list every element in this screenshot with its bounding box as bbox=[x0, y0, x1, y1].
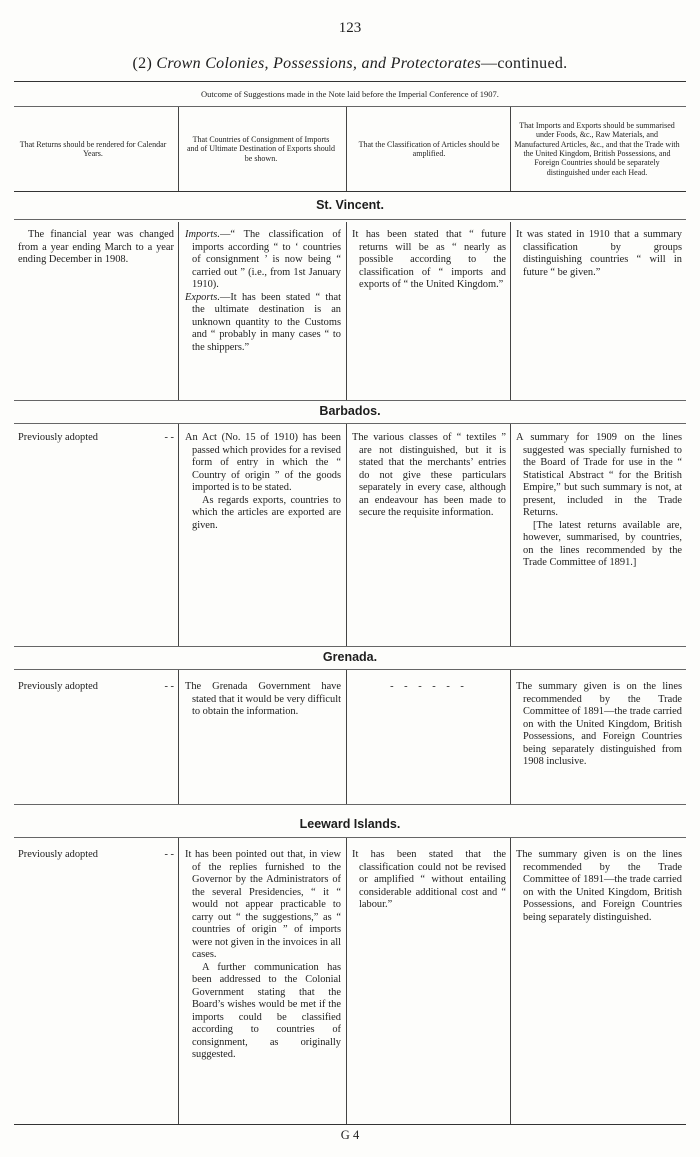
leader-line bbox=[18, 681, 174, 694]
divider bbox=[510, 838, 511, 1124]
divider bbox=[510, 670, 511, 804]
cell-text bbox=[185, 229, 341, 292]
rule-bottom bbox=[14, 1124, 686, 1125]
rule-section bbox=[14, 837, 686, 838]
cell-text: [The latest returns available are, however, summarised, by countries, on the lines recommended by the Trade Committee of 1891.] bbox=[523, 519, 682, 568]
barbados-classification bbox=[352, 432, 506, 520]
section-heading-barbados: Barbados. bbox=[319, 404, 381, 418]
cell-text: Previously adopted bbox=[18, 849, 98, 860]
column-header-2: That Countries of Consignment of Imports and of Ultimate Destination of Exports should be shown. bbox=[187, 134, 335, 163]
divider bbox=[346, 107, 347, 191]
cell-text: It has been stated that “ future returns will be as “ nearly as possible according to the classification of “ imports and exports of “ the United Kingdom.” bbox=[352, 229, 506, 290]
page-title bbox=[14, 55, 686, 73]
exports-label: Exports. bbox=[185, 291, 220, 303]
cell-text: The summary given is on the lines recommended by the Trade Committee of 1891—the trade carried on with the United Kingdom, British Possessions, and Foreign Countries being separately distinguished from 1908 inclusive. bbox=[516, 681, 682, 767]
st-vincent-calendar-years bbox=[18, 229, 174, 267]
rule-section bbox=[14, 423, 686, 424]
column-header-4: That Imports and Exports should be summarised under Foods, &c., Raw Materials, and Manufactured Articles, &c., and that the Trade with the United Kingdom, British Possessions, and Foreign Countries should be separately distinguished under each Head. bbox=[514, 120, 680, 177]
section-heading-st-vincent: St. Vincent. bbox=[316, 198, 384, 212]
section-heading-leeward-islands: Leeward Islands. bbox=[299, 817, 401, 831]
cell-text: It has been stated that the classification could not be revised or amplified “ without entailing considerable additional cost and “ labour.” bbox=[352, 849, 506, 910]
leeward-classification bbox=[352, 849, 506, 912]
column-header-3: That the Classification of Articles should be amplified. bbox=[358, 139, 500, 158]
divider bbox=[510, 222, 511, 400]
divider bbox=[346, 670, 347, 804]
leader-line bbox=[18, 849, 174, 862]
cell-text: As regards exports, countries to which the articles are exported are given. bbox=[192, 494, 341, 531]
title-prefix: (2) bbox=[132, 55, 153, 72]
rule-section bbox=[14, 400, 686, 401]
section-heading-grenada: Grenada. bbox=[322, 650, 378, 664]
barbados-calendar-years bbox=[18, 432, 174, 445]
rule-section bbox=[14, 669, 686, 670]
title-italic: Crown Colonies, Possessions, and Protectorates bbox=[156, 55, 482, 72]
cell-text: An Act (No. 15 of 1910) has been passed which provides for a revised form of entry in which the “ Country of origin ” of the goods imported is to be stated. bbox=[185, 432, 341, 493]
divider bbox=[178, 838, 179, 1124]
imports-label: Imports. bbox=[185, 229, 220, 240]
leeward-summary bbox=[516, 849, 682, 924]
leeward-calendar-years bbox=[18, 849, 174, 862]
grenada-countries bbox=[185, 681, 341, 719]
cell-text: Previously adopted bbox=[18, 432, 98, 443]
rule-subtitle bbox=[14, 106, 686, 107]
rule-section bbox=[14, 804, 686, 805]
divider bbox=[178, 424, 179, 646]
document-page bbox=[14, 0, 686, 1157]
divider bbox=[346, 424, 347, 646]
cell-text: It was stated in 1910 that a summary classification by groups distinguishing countries “ will in future “ be given.” bbox=[516, 229, 682, 278]
divider bbox=[510, 107, 511, 191]
title-suffix: —continued. bbox=[481, 55, 568, 72]
divider bbox=[346, 222, 347, 400]
cell-text: The financial year was changed from a year ending March to a year ending December in 1908. bbox=[18, 229, 174, 265]
cell-text: The various classes of “ textiles ” are not distinguished, but it is stated that the merchants’ entries do not give these particulars separately in every case, although an endeavour has been made to secure the requisite information. bbox=[352, 432, 506, 518]
cell-text: Previously adopted bbox=[18, 681, 98, 692]
leader-line bbox=[18, 432, 174, 445]
grenada-classification bbox=[352, 681, 506, 694]
cell-text bbox=[185, 292, 341, 355]
divider bbox=[178, 670, 179, 804]
rule-top bbox=[14, 81, 686, 82]
cell-text: A summary for 1909 on the lines suggested was specially furnished to the Board of Trade for use in the “ Statistical Abstract “ for the British Empire,” but such summary is not, at present, included in the Trade Returns. bbox=[516, 432, 682, 518]
table-subtitle: Outcome of Suggestions made in the Note laid before the Imperial Conference of 1907. bbox=[201, 89, 499, 99]
cell-text: The summary given is on the lines recommended by the Trade Committee of 1891—the trade carried on with the United Kingdom, British Possessions, and Foreign Countries being separately distinguished. bbox=[516, 849, 682, 923]
imports-text: —“ The classification of imports according “ to ‘ countries of consignment ’ is now being “ carried out ” (i.e., from 1st January 1910). bbox=[192, 229, 341, 290]
st-vincent-summary bbox=[516, 229, 682, 279]
cell-text: The Grenada Government have stated that it would be very difficult to obtain the information. bbox=[185, 681, 341, 717]
cell-text: - - - - - - bbox=[390, 681, 468, 692]
rule-header bbox=[14, 191, 686, 192]
st-vincent-classification bbox=[352, 229, 506, 292]
dash-leader: - - bbox=[164, 849, 174, 860]
divider bbox=[178, 107, 179, 191]
st-vincent-countries bbox=[185, 229, 341, 354]
page-number: 123 bbox=[338, 20, 362, 36]
dash-leader: - - bbox=[164, 432, 174, 443]
exports-text: —It has been stated “ that the ultimate destination is an unknown quantity to the Customs and “ probably in many cases “ to the shippers.” bbox=[192, 291, 341, 353]
divider bbox=[510, 424, 511, 646]
divider bbox=[346, 838, 347, 1124]
cell-text: It has been pointed out that, in view of the replies furnished to the Governor by the Administrators of the several Presidencies, “ it “ would not appear practicable to carry out “ the suggestions,” as “ countries of origin ” of imports were not given in the invoices in all cases. bbox=[185, 849, 341, 960]
column-header-1: That Returns should be rendered for Calendar Years. bbox=[19, 139, 167, 158]
rule-section bbox=[14, 219, 686, 220]
barbados-summary bbox=[516, 432, 682, 570]
cell-text: A further communication has been addressed to the Colonial Government stating that the Board’s wishes would be met if the imports could be classified according to countries of consignment, as originally suggested. bbox=[192, 961, 341, 1060]
rule-section bbox=[14, 646, 686, 647]
leeward-countries bbox=[185, 849, 341, 1062]
grenada-summary bbox=[516, 681, 682, 769]
barbados-countries bbox=[185, 432, 341, 532]
grenada-calendar-years bbox=[18, 681, 174, 694]
signature-mark: G 4 bbox=[340, 1128, 360, 1142]
dash-leader: - - bbox=[164, 681, 174, 692]
divider bbox=[178, 222, 179, 400]
